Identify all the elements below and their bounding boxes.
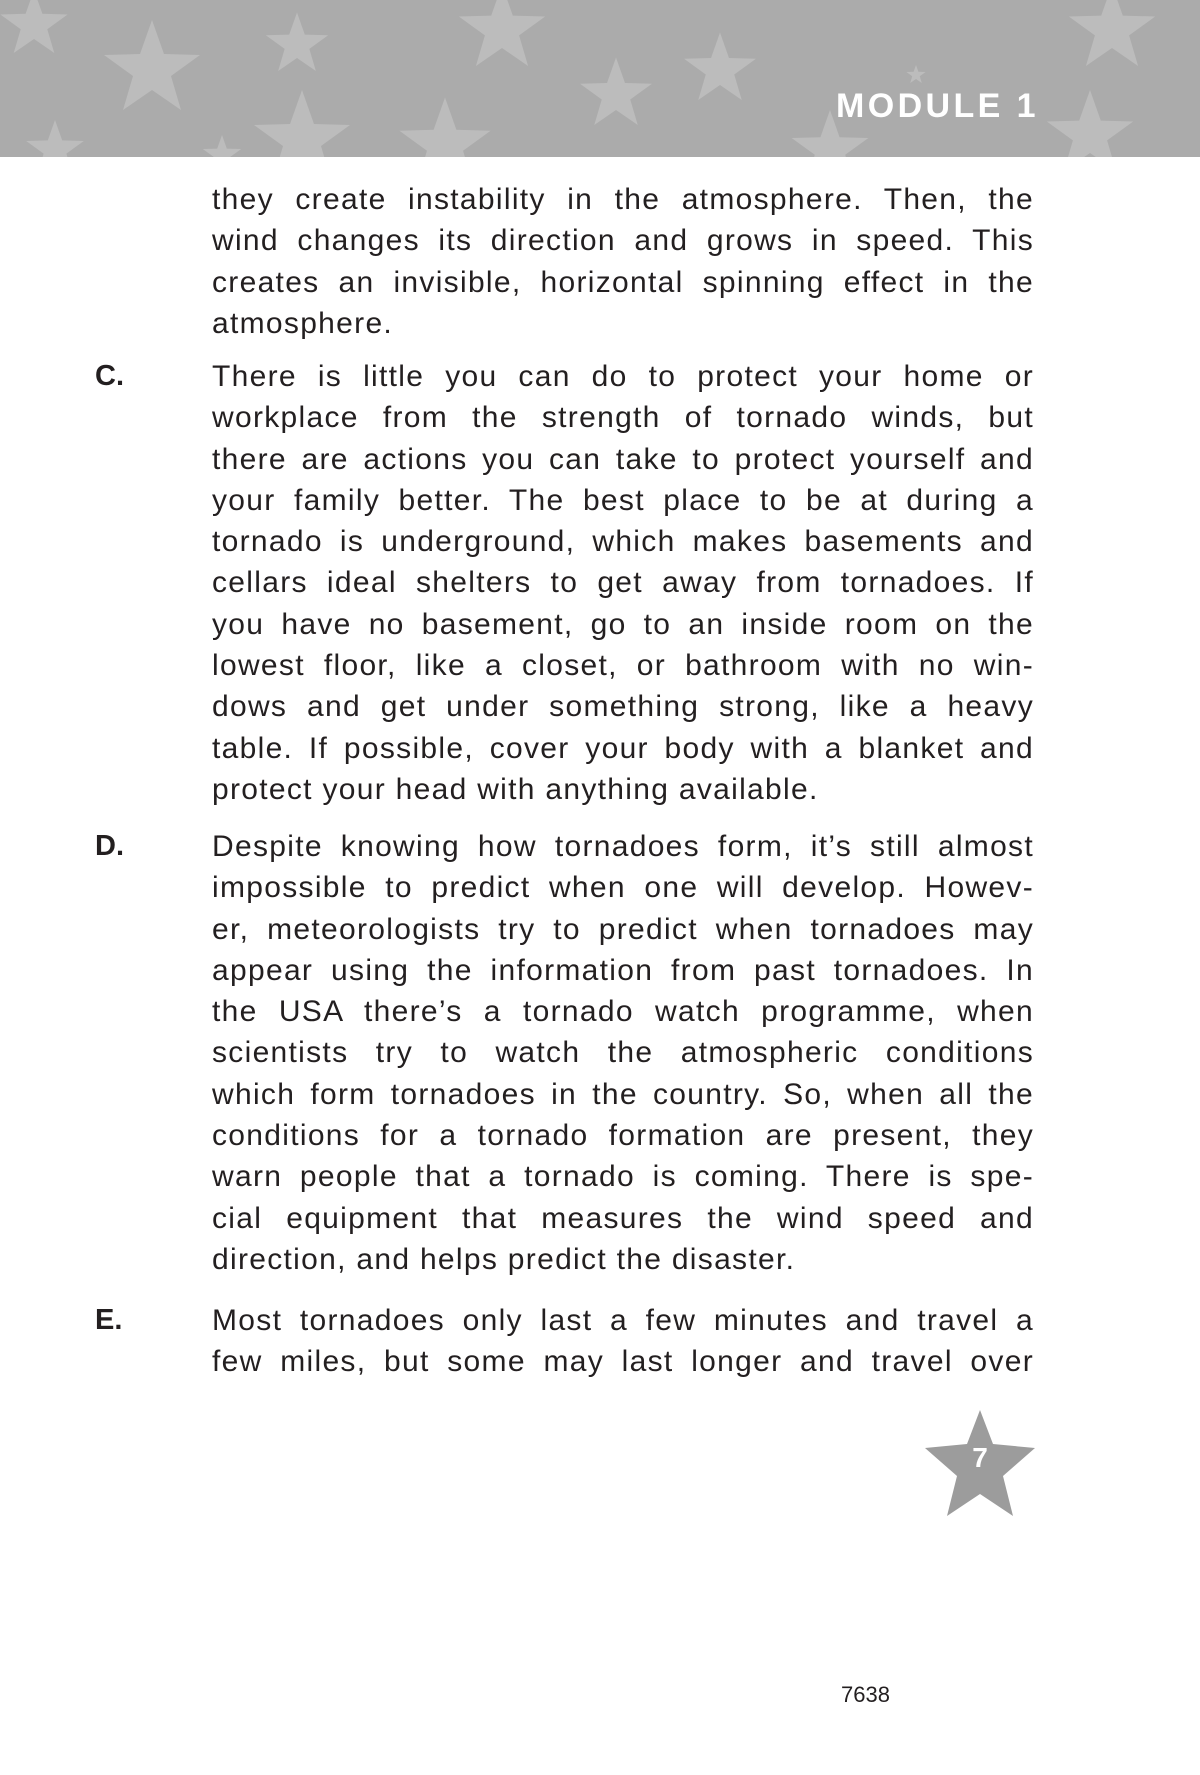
- text-line: cellars ideal shelters to get away from tornadoes. If: [212, 566, 1034, 600]
- text-line: there are actions you can take to protect yourself and: [212, 442, 1034, 476]
- text-line: Despite knowing how tornadoes form, it’s still almost: [212, 830, 1034, 863]
- text-line: wind changes its direction and grows in speed. This: [212, 224, 1034, 258]
- text-line: few miles, but some may last longer and travel over: [212, 1345, 1034, 1379]
- text-line: protect your head with anything available.: [212, 772, 819, 806]
- text-line: you have no basement, go to an inside room on the: [212, 607, 1034, 641]
- text-line: Most tornadoes only last a few minutes and travel a: [212, 1304, 1034, 1337]
- text-line: the USA there’s a tornado watch programme, when: [212, 995, 1034, 1029]
- paragraph-label: E.: [95, 1304, 123, 1336]
- text-line: direction, and helps predict the disaster.: [212, 1242, 796, 1276]
- text-line: dows and get under something strong, like a heavy: [212, 690, 1034, 724]
- paragraph-text: [212, 356, 1034, 810]
- text-line: er, meteorologists try to predict when tornadoes may: [212, 912, 1034, 946]
- paragraph-text: [212, 826, 1034, 1280]
- paragraph-text: [212, 179, 1034, 344]
- page-number-badge: [925, 1410, 1035, 1516]
- text-line: cial equipment that measures the wind speed and: [212, 1201, 1034, 1235]
- text-line: they create instability in the atmosphere. Then, the: [212, 183, 1034, 216]
- paragraph-label: C.: [95, 360, 124, 392]
- header-band: [0, 0, 1200, 157]
- text-line: workplace from the strength of tornado winds, but: [212, 401, 1034, 435]
- text-line: scientists try to watch the atmospheric conditions: [212, 1036, 1034, 1070]
- star-pattern-icon: [0, 0, 1200, 157]
- footer-code: 7638: [841, 1682, 890, 1707]
- module-title: MODULE 1: [836, 87, 1039, 125]
- page-number: 7: [972, 1442, 988, 1473]
- text-line: creates an invisible, horizontal spinning effect in the: [212, 265, 1034, 299]
- text-line: conditions for a tornado formation are present, they: [212, 1119, 1034, 1153]
- text-line: tornado is underground, which makes basements and: [212, 525, 1034, 559]
- text-line: which form tornadoes in the country. So, when all the: [212, 1077, 1034, 1111]
- text-line: table. If possible, cover your body with a blanket and: [212, 731, 1034, 765]
- text-line: atmosphere.: [212, 306, 394, 340]
- text-line: appear using the information from past tornadoes. In: [212, 953, 1034, 987]
- paragraph-label: D.: [95, 830, 124, 862]
- text-line: your family better. The best place to be at during a: [212, 483, 1034, 517]
- text-line: warn people that a tornado is coming. There is spe-: [212, 1160, 1034, 1194]
- text-line: impossible to predict when one will develop. Howev-: [212, 871, 1034, 905]
- text-line: There is little you can do to protect your home or: [212, 360, 1034, 393]
- paragraph-text: [212, 1300, 1034, 1383]
- text-line: lowest floor, like a closet, or bathroom with no win-: [212, 649, 1034, 683]
